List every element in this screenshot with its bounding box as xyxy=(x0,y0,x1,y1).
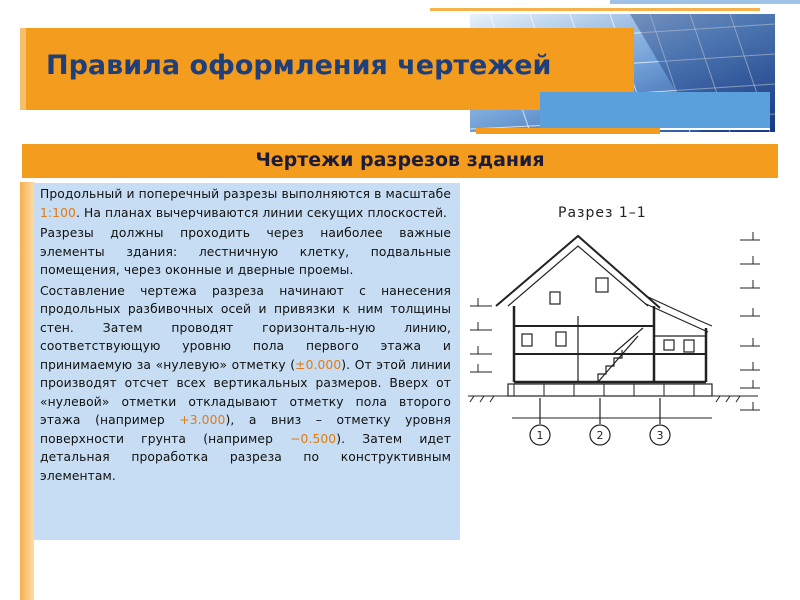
building-section-drawing xyxy=(468,196,788,496)
banner-blue-block-2 xyxy=(540,92,770,128)
section-header xyxy=(22,144,778,178)
page-title: Правила оформления чертежей xyxy=(46,50,552,81)
level-marks-left xyxy=(470,298,492,372)
ground-hatch xyxy=(468,396,758,402)
left-decorative-stripe xyxy=(20,182,34,600)
top-stripe-blue xyxy=(610,0,800,4)
roof-extension xyxy=(646,296,712,326)
roof-line xyxy=(496,236,660,308)
axis-marker-2: 2 xyxy=(596,429,604,442)
axis-marker-3: 3 xyxy=(656,429,664,442)
banner-side-tab xyxy=(20,28,26,110)
axis-marker-1: 1 xyxy=(536,429,544,442)
second-floor-mark: +3.000 xyxy=(179,413,226,427)
scale-value: 1:100 xyxy=(40,205,76,220)
level-marks-right xyxy=(740,232,760,410)
top-stripe-orange xyxy=(430,8,760,11)
paragraph-1: Продольный и поперечный разрезы выполняются в масштабе 1:100. На планах вычерчиваются линии секущих плоскостей. xyxy=(40,187,451,220)
section-title: Чертежи разрезов здания xyxy=(255,149,545,171)
zero-mark: ±0.000 xyxy=(295,357,342,372)
ground-mark: −0.500 xyxy=(290,431,337,446)
paragraph-2: Разрезы должны проходить через наиболее важные элементы здания: лестничную клетку, подвальные помещения, через оконные и дверные проемы. xyxy=(40,226,451,277)
banner-orange-line xyxy=(476,128,660,134)
text-panel xyxy=(34,183,460,540)
paragraph-3: Составление чертежа разреза начинают с нанесения продольных разбивочных осей и привязки к ним толщины стен. Затем проводят горизонталь-ную линию, соответствующую уровню пола первого этажа и принимаемую за «нулевую» отметку (±0.000). От этой линии производят отсчет всех вертикальных размеров. Вверх от «нулевой» отметки откладывают отметку пола второго этажа (например +3.000), а вниз – отметку уровня поверхности грунта (например −0.500). Затем идет детальная проработка разреза по конструктивным элементам. xyxy=(40,283,451,483)
drawing-caption: Разрез 1–1 xyxy=(558,205,647,221)
